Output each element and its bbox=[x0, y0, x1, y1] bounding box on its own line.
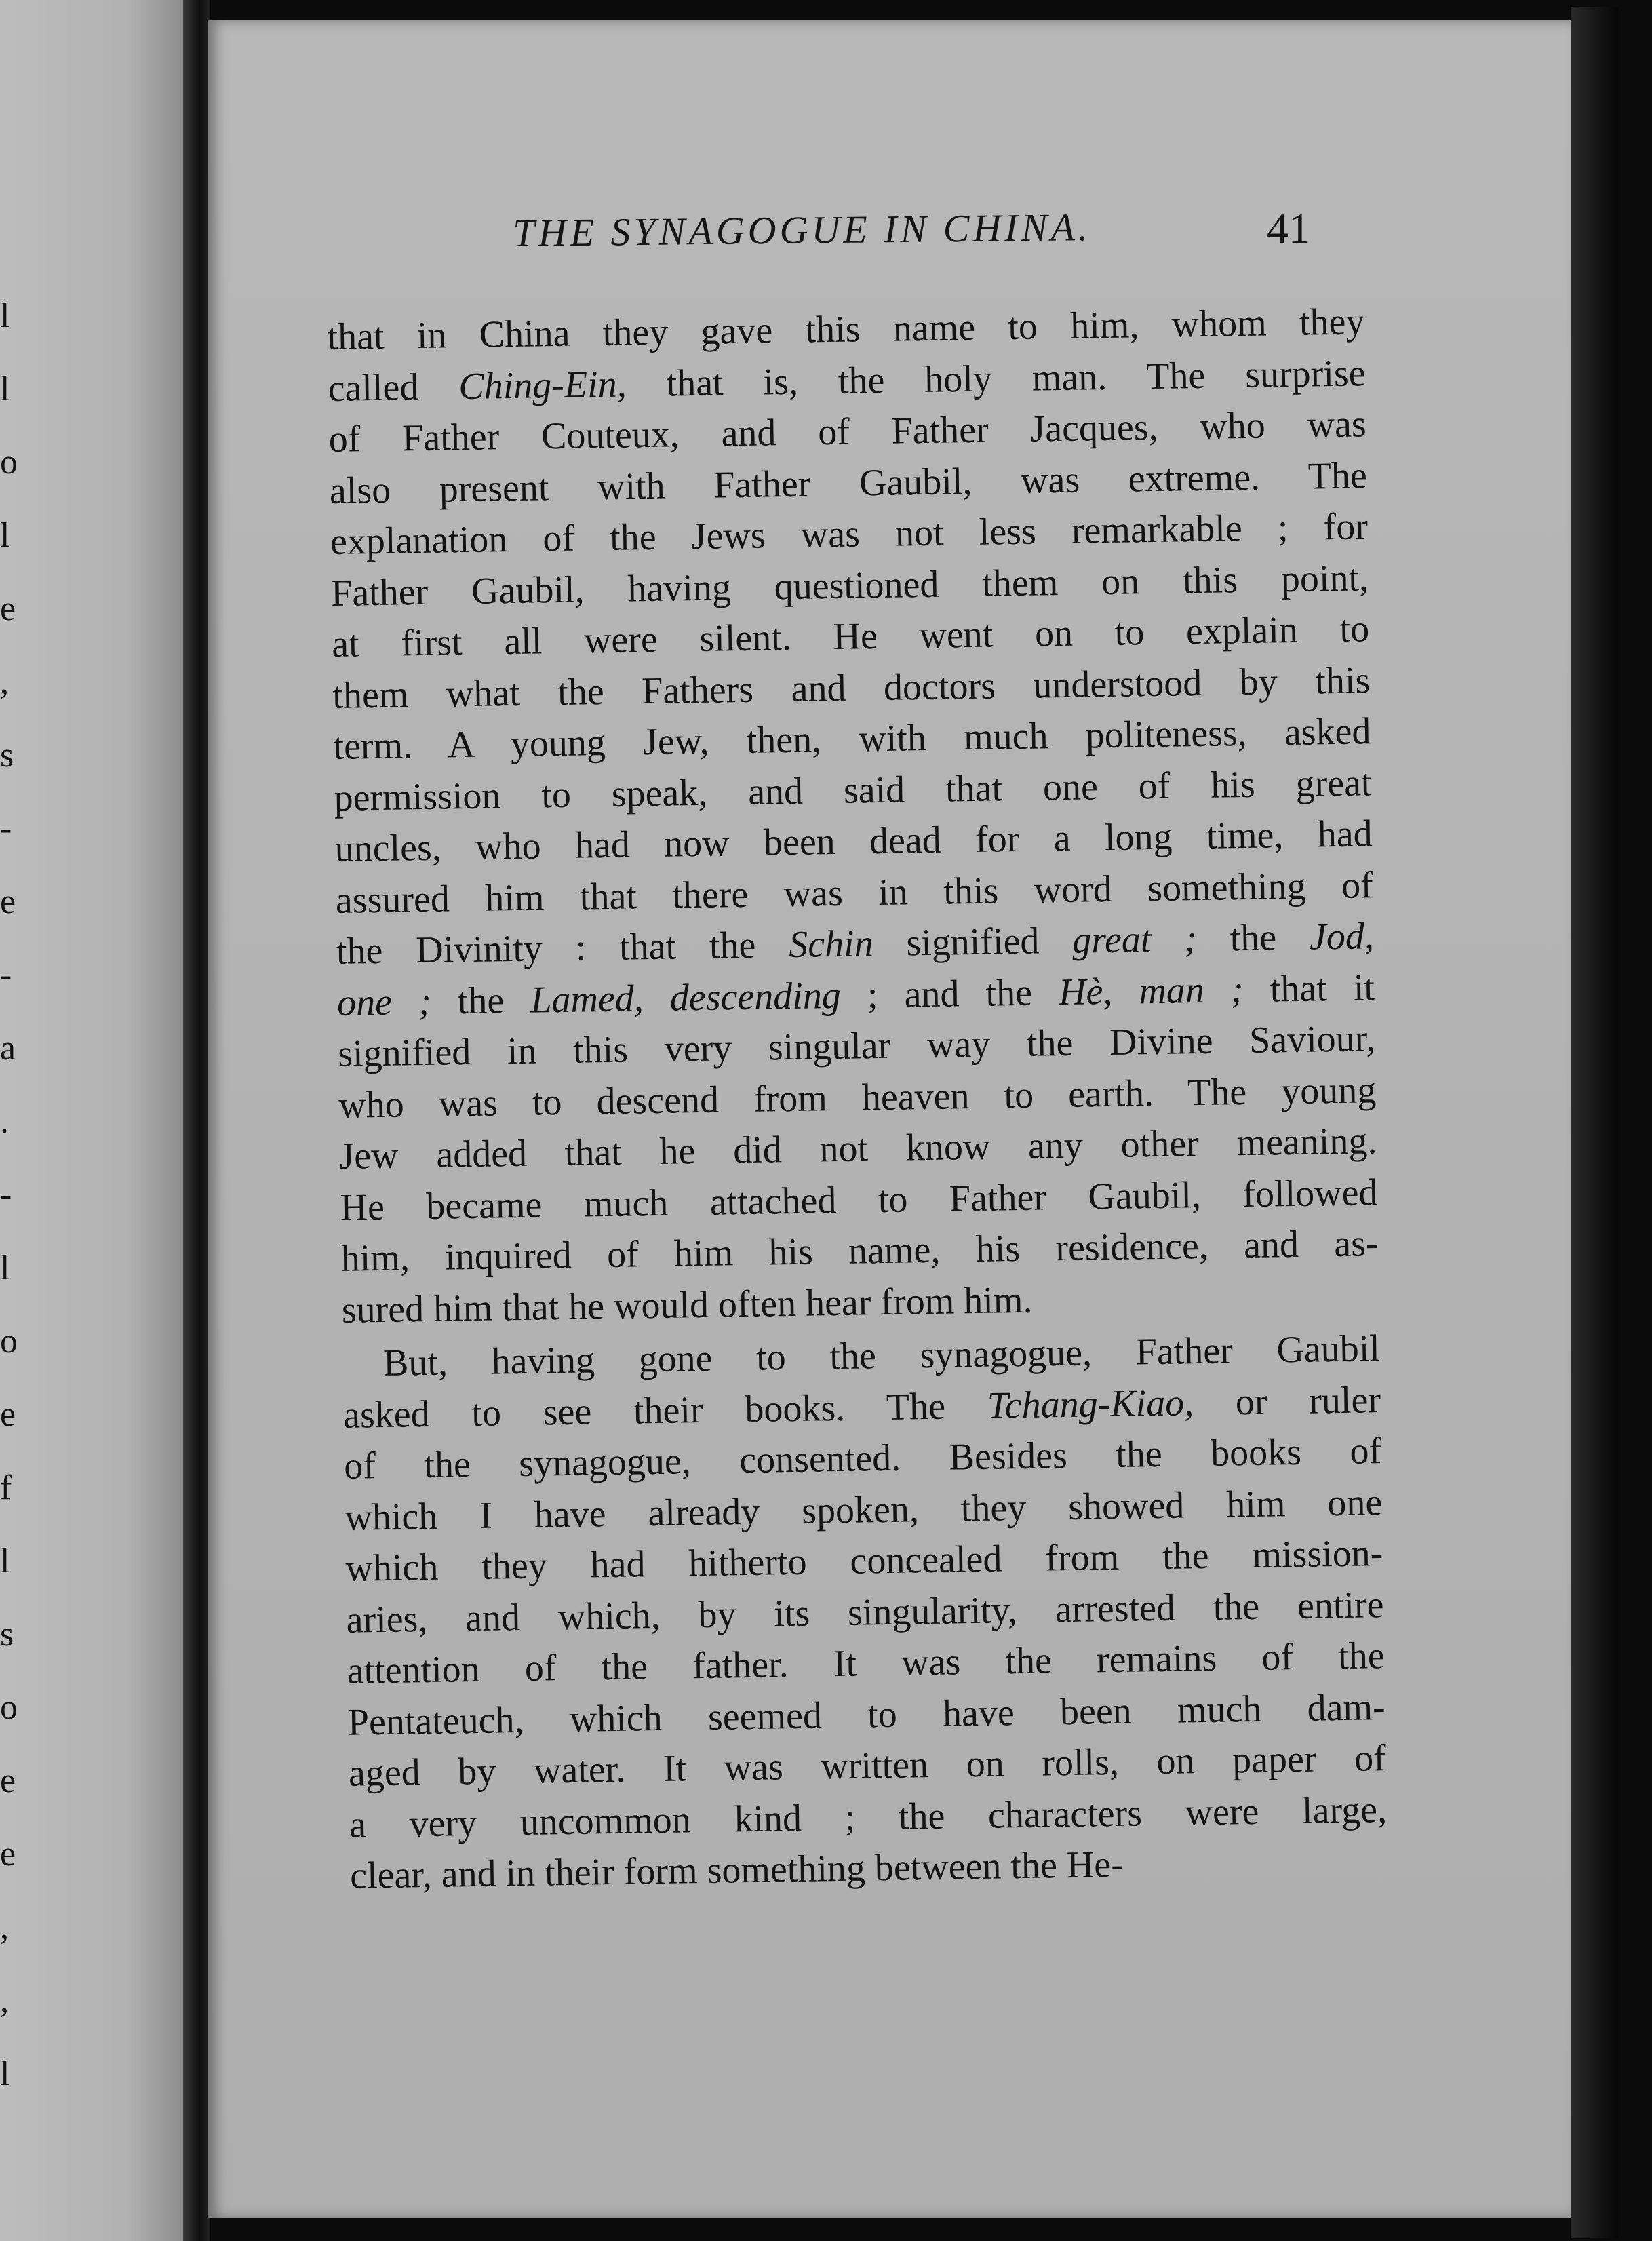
book-page bbox=[208, 20, 1571, 2218]
text-run: the bbox=[431, 979, 531, 1023]
page-number: 41 bbox=[1267, 204, 1310, 252]
text-run: that in China they gave this name to him, whom they bbox=[327, 300, 1365, 358]
text-run: the bbox=[1196, 916, 1310, 960]
running-head bbox=[208, 203, 1571, 265]
left-page-glyph: - bbox=[0, 1175, 12, 1214]
paragraph bbox=[327, 296, 1379, 1336]
italic-text: Lamed, descending bbox=[530, 974, 842, 1021]
left-page-glyph: e bbox=[0, 882, 16, 921]
text-run: at first all were silent. He went on to explain to bbox=[331, 608, 1370, 665]
left-page-glyph: e bbox=[0, 1395, 16, 1434]
text-run: called bbox=[328, 365, 459, 410]
left-page-glyph: s bbox=[0, 1615, 14, 1654]
left-page-glyph: l bbox=[0, 1542, 10, 1580]
left-page-glyph: l bbox=[0, 296, 10, 335]
left-page-glyph: a bbox=[0, 1029, 16, 1068]
text-run: which they had hitherto concealed from the mission- bbox=[345, 1532, 1383, 1590]
paragraph bbox=[342, 1323, 1388, 1902]
text-run: that it bbox=[1243, 966, 1375, 1011]
left-page-glyph: o bbox=[0, 443, 18, 482]
text-run: clear, and in their form something between the He- bbox=[349, 1843, 1124, 1897]
text-run: sured him that he would often hear from him. bbox=[341, 1279, 1033, 1331]
text-run: signified bbox=[873, 919, 1073, 965]
text-run: Pentateuch, which seemed to have been much dam- bbox=[347, 1685, 1386, 1744]
text-run: aries, and which, by its singularity, arrested the entire bbox=[346, 1583, 1384, 1641]
text-run: explanation of the Jews was not less remarkable ; for bbox=[330, 505, 1369, 563]
left-page-glyph: l bbox=[0, 370, 10, 408]
text-run: uncles, who had now been dead for a long time, had bbox=[334, 813, 1373, 870]
left-page-glyph: , bbox=[0, 1981, 9, 2020]
italic-text: Ching-Ein, bbox=[458, 362, 627, 408]
left-page-glyph: e bbox=[0, 1835, 16, 1873]
text-run: Jew added that he did not know any other meaning. bbox=[339, 1120, 1377, 1177]
text-run: asked to see their books. The bbox=[342, 1384, 988, 1437]
text-run: signified in this very singular way the Divine Saviour, bbox=[337, 1017, 1376, 1075]
text-run: him, inquired of him his name, his residence, and as- bbox=[340, 1222, 1379, 1280]
text-run: which I have already spoken, they showed him one bbox=[344, 1481, 1383, 1539]
text-run: attention of the father. It was the remains of the bbox=[347, 1635, 1385, 1692]
left-page-glyph: , bbox=[0, 1908, 9, 1947]
text-run: that is, the holy man. The surprise bbox=[626, 351, 1366, 405]
left-page-glyph: s bbox=[0, 736, 14, 775]
text-run: the Divinity : that the bbox=[336, 924, 789, 973]
text-run: term. A young Jew, then, with much politeness, asked bbox=[333, 710, 1371, 768]
text-run: of the synagogue, consented. Besides the books of bbox=[343, 1430, 1382, 1487]
body-text bbox=[327, 296, 1388, 1902]
text-run: Father Gaubil, having questioned them on this point, bbox=[330, 556, 1369, 615]
left-page-glyph: o bbox=[0, 1322, 18, 1361]
left-page-glyph: e bbox=[0, 589, 16, 628]
left-page-glyph: - bbox=[0, 956, 12, 994]
left-page-glyph: l bbox=[0, 2054, 10, 2093]
text-run: ; and the bbox=[840, 971, 1059, 1017]
text-run: He became much attached to Father Gaubil, followed bbox=[340, 1171, 1378, 1229]
running-head-title: THE SYNAGOGUE IN CHINA. bbox=[513, 205, 1092, 255]
italic-text: great ; bbox=[1071, 918, 1198, 962]
text-run: who was to descend from heaven to earth. The young bbox=[338, 1068, 1377, 1127]
italic-text: Hè, man ; bbox=[1058, 968, 1244, 1013]
italic-text: Tchang-Kiao, bbox=[987, 1381, 1194, 1427]
left-page-glyph: f bbox=[0, 1468, 12, 1507]
italic-text: Jod, bbox=[1309, 915, 1375, 958]
left-page-glyph: l bbox=[0, 516, 10, 555]
text-run: assured him that there was in this word something of bbox=[335, 863, 1374, 922]
left-page-glyph: e bbox=[0, 1761, 16, 1800]
text-run: also present with Father Gaubil, was extreme. The bbox=[329, 454, 1368, 512]
text-run: permission to speak, and said that one of his great bbox=[334, 761, 1372, 819]
left-page-edge bbox=[0, 0, 183, 2241]
left-page-glyph: - bbox=[0, 809, 12, 848]
text-run: aged by water. It was written on rolls, on paper of bbox=[348, 1737, 1387, 1795]
left-page-glyph: , bbox=[0, 663, 9, 701]
text-run: them what the Fathers and doctors understood by this bbox=[332, 659, 1371, 717]
left-page-glyph: l bbox=[0, 1249, 10, 1287]
text-run: of Father Couteux, and of Father Jacques, who was bbox=[328, 403, 1367, 461]
italic-text: one ; bbox=[336, 980, 432, 1024]
right-page-shadow bbox=[1571, 7, 1618, 2238]
left-page-glyph: . bbox=[0, 1102, 9, 1141]
left-page-glyph: o bbox=[0, 1688, 18, 1727]
book-gutter bbox=[183, 0, 210, 2241]
italic-text: Schin bbox=[788, 922, 874, 966]
text-run: or ruler bbox=[1193, 1378, 1381, 1424]
text-run: a very uncommon kind ; the characters were large, bbox=[349, 1788, 1388, 1846]
text-run: But, having gone to the synagogue, Father Gaubil bbox=[382, 1327, 1381, 1384]
